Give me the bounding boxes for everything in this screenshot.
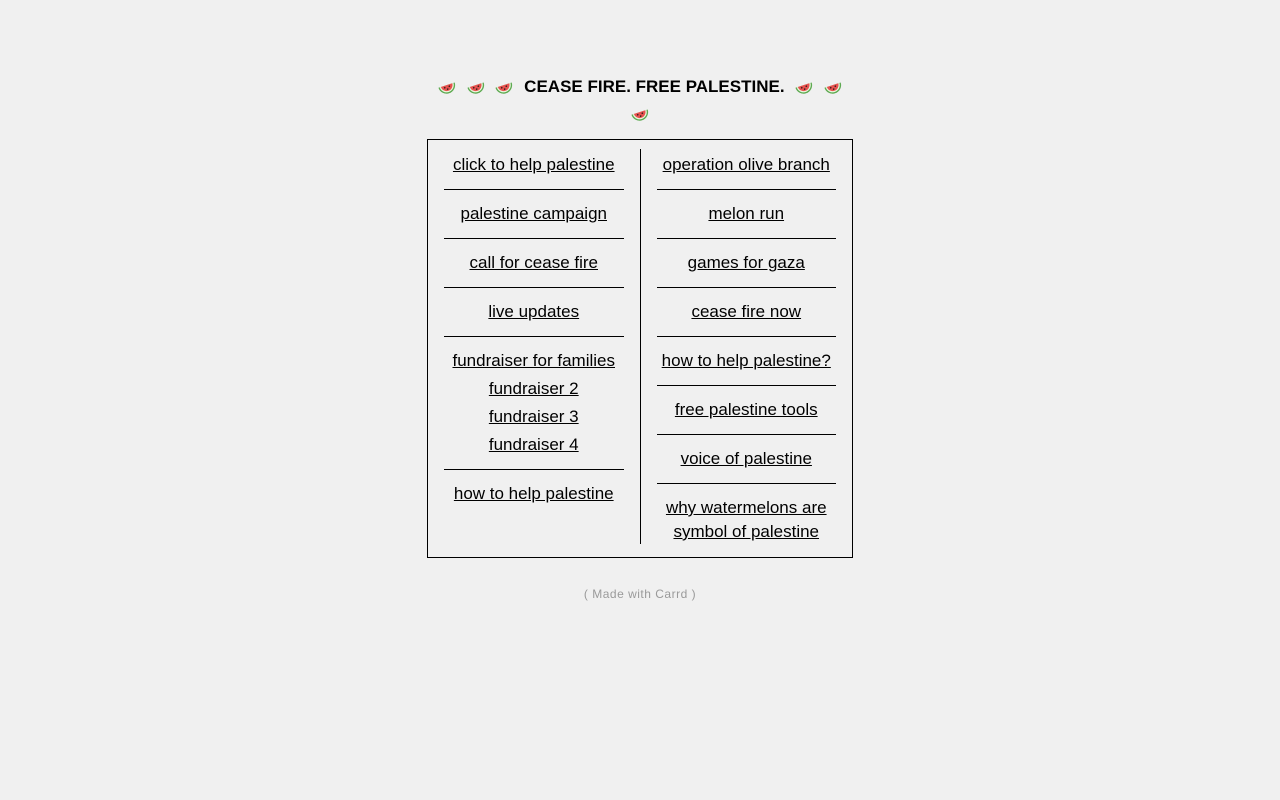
watermelon-icon (630, 104, 650, 123)
link-group (444, 300, 624, 324)
link-group (657, 447, 837, 471)
link-group (657, 398, 837, 422)
separator-line (444, 469, 624, 470)
link-group (657, 153, 837, 177)
watermelon-icon-group-left (435, 77, 521, 96)
watermelon-icon (437, 77, 457, 96)
separator-line (444, 189, 624, 190)
separator-line (657, 385, 837, 386)
link-games-for-gaza[interactable]: games for gaza (687, 253, 805, 272)
link-melon-run[interactable]: melon run (708, 204, 785, 223)
link-live-updates[interactable]: live updates (488, 302, 580, 321)
links-column-right (641, 140, 853, 557)
watermelon-icon (794, 77, 814, 96)
watermelon-icon (466, 77, 486, 96)
link-group (657, 300, 837, 324)
page-title (427, 73, 853, 127)
link-group (444, 482, 624, 506)
watermelon-icon (823, 77, 843, 96)
link-group (657, 349, 837, 373)
links-column-left (428, 140, 640, 557)
link-group (657, 251, 837, 275)
separator-line (444, 238, 624, 239)
link-fundraiser-3[interactable]: fundraiser 3 (488, 407, 579, 426)
separator-line (444, 287, 624, 288)
page-title-text: CEASE FIRE. FREE PALESTINE. (524, 77, 785, 96)
link-group (657, 202, 837, 226)
link-click-to-help-palestine[interactable]: click to help palestine (452, 155, 615, 174)
link-group (444, 202, 624, 226)
links-box (427, 139, 853, 558)
separator-line (657, 336, 837, 337)
separator-line (657, 189, 837, 190)
link-voice-of-palestine[interactable]: voice of palestine (680, 449, 812, 468)
link-group (444, 251, 624, 275)
link-group (657, 496, 837, 544)
link-palestine-campaign[interactable]: palestine campaign (460, 204, 607, 223)
link-why-watermelons-are-symbol-of-palestine[interactable]: why watermelons are symbol of palestine (665, 498, 827, 541)
link-how-to-help-palestine[interactable]: how to help palestine (453, 484, 614, 503)
link-group (444, 349, 624, 457)
separator-line (657, 287, 837, 288)
link-fundraiser-for-families[interactable]: fundraiser for families (452, 351, 615, 370)
link-fundraiser-2[interactable]: fundraiser 2 (488, 379, 579, 398)
separator-line (657, 483, 837, 484)
link-operation-olive-branch[interactable]: operation olive branch (662, 155, 830, 174)
link-cease-fire-now[interactable]: cease fire now (691, 302, 802, 321)
link-fundraiser-4[interactable]: fundraiser 4 (488, 435, 579, 454)
separator-line (657, 238, 837, 239)
separator-line (657, 434, 837, 435)
separator-line (444, 336, 624, 337)
link-call-for-cease-fire[interactable]: call for cease fire (469, 253, 598, 272)
link-how-to-help-palestine[interactable]: how to help palestine? (661, 351, 831, 370)
link-free-palestine-tools[interactable]: free palestine tools (674, 400, 818, 419)
page (427, 0, 853, 603)
footer (427, 585, 853, 603)
watermelon-icon (494, 77, 514, 96)
link-group (444, 153, 624, 177)
made-with-carrd-link[interactable]: ( Made with Carrd ) (583, 587, 697, 601)
